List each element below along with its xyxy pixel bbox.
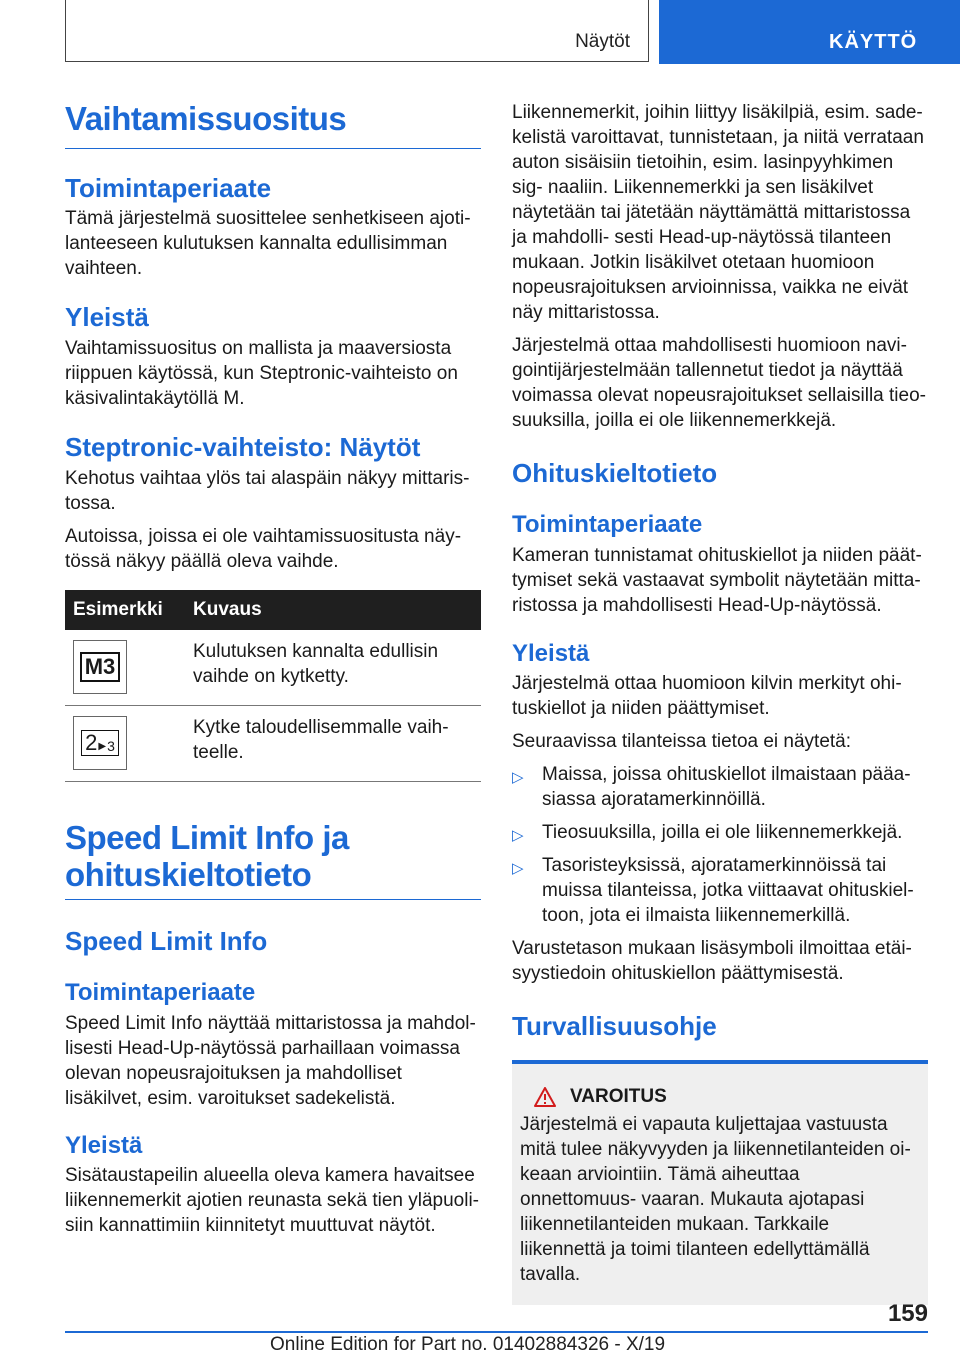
list-item: ▷ Tieosuuksilla, joilla ei ole liikennemerkkejä. bbox=[512, 820, 928, 845]
text-sli-continued-1: Liikennemerkit, joihin liittyy lisäkilpiä, esim. sade- kelistä varoittavat, tunnistetaan, ja niitä verrataan auton sisäisiin tietoihin, esim. lasinpyyhkimen sig- naaliin. Liikennemerkki ja sen lisäkilvet näytetään tai jätetään näyttämättä mittaristossa ja mahdolli- sesti Head-up-näytössä tilanteen mukaan. Jotkin lisäkilvet otetaan huomioon nopeusrajoituksen arvioinnissa, vaikka ne eivät näy mittaristossa. bbox=[512, 102, 924, 323]
text-overtaking-general-3: Varustetason mukaan lisäsymboli ilmoittaa etäi- syystiedoin ohituskiellon päättymisestä. bbox=[512, 938, 912, 984]
triangle-bullet-icon: ▷ bbox=[512, 860, 524, 877]
text-overtaking-principle: Kameran tunnistamat ohituskiellot ja niiden päät- tymiset sekä vastaavat symbolit näytetään mitta- ristossa ja mahdollisesti Head-Up-näytössä. bbox=[512, 545, 922, 616]
heading-overtaking-general: Yleistä bbox=[512, 640, 590, 667]
right-column bbox=[512, 100, 928, 1305]
triangle-bullet-icon: ▷ bbox=[512, 769, 524, 786]
heading-gear-recommendation: Vaihtamissuositus bbox=[65, 100, 481, 149]
heading-principle: Toimintaperiaate bbox=[65, 173, 272, 203]
warning-triangle-icon bbox=[534, 1087, 556, 1107]
table-header-description: Kuvaus bbox=[185, 590, 481, 630]
table-cell-description: Kulutuksen kannalta edullisin vaihde on kytketty. bbox=[185, 630, 481, 706]
text-overtaking-general-2: Seuraavissa tilanteissa tietoa ei näytetä: bbox=[512, 731, 852, 752]
warning-text: Järjestelmä ei vapauta kuljettajaa vastuusta mitä tulee näkyvyyden ja liikennetilanteiden oi- keaan arviointiin. Tämä aiheuttaa onnettomuus- vaaran. Mukauta ajotapasi liikennetilanteiden mukaan. Tarkkaile liikennettä ja toimi tilanteen edellyttämällä tavalla. bbox=[520, 1114, 911, 1285]
header-chapter-tab bbox=[659, 0, 960, 64]
warning-title-row bbox=[520, 1086, 918, 1108]
warning-title: VAROITUS bbox=[570, 1086, 667, 1107]
heading-overtaking-principle: Toimintaperiaate bbox=[512, 511, 703, 538]
text-sli-general: Sisätaustapeilin alueella oleva kamera havaitsee liikennemerkit ajotien reunasta sekä tien yläpuoli- siin kannattimiin kiinnitetyt muuttuvat näytöt. bbox=[65, 1165, 480, 1236]
table-header-example: Esimerkki bbox=[65, 590, 185, 630]
heading-general: Yleistä bbox=[65, 302, 149, 332]
heading-overtaking: Ohituskieltotieto bbox=[512, 458, 718, 488]
table-row bbox=[65, 706, 481, 782]
footer-edition: Online Edition for Part no. 01402884326 - X/19 bbox=[270, 1334, 666, 1355]
heading-sli-principle: Toimintaperiaate bbox=[65, 979, 256, 1006]
heading-sli-general: Yleistä bbox=[65, 1132, 143, 1159]
text-principle: Tämä järjestelmä suosittelee senhetkiseen ajoti- lanteeseen kulutuksen kannalta edullisimman vaihteen. bbox=[65, 208, 471, 279]
heading-speed-limit-info: Speed Limit Info ja ohituskieltotieto bbox=[65, 819, 481, 900]
shift-up-icon bbox=[73, 716, 127, 770]
text-general: Vaihtamissuositus on mallista ja maaversiosta riippuen käytössä, kun Steptronic-vaihteisto on käsivalintakäytöllä M. bbox=[65, 338, 458, 409]
heading-safety: Turvallisuusohje bbox=[512, 1011, 717, 1041]
shift-from-gear: 2 bbox=[85, 730, 98, 755]
warning-box bbox=[512, 1060, 928, 1305]
footer-divider bbox=[65, 1331, 928, 1333]
shift-to-gear: 3 bbox=[107, 738, 115, 754]
table-cell-description: Kytke taloudellisemmalle vaih- teelle. bbox=[185, 706, 481, 782]
heading-sli: Speed Limit Info bbox=[65, 926, 268, 956]
table-cell-example bbox=[65, 706, 185, 782]
gear-m3-icon bbox=[73, 640, 127, 694]
left-column bbox=[65, 100, 481, 1238]
triangle-bullet-icon: ▷ bbox=[512, 827, 524, 844]
gear-display-table bbox=[65, 590, 481, 782]
heading-steptronic: Steptronic-vaihteisto: Näytöt bbox=[65, 432, 421, 462]
header-section-title: Näytöt bbox=[575, 31, 630, 52]
table-row bbox=[65, 630, 481, 706]
table-cell-example bbox=[65, 630, 185, 706]
text-sli-principle: Speed Limit Info näyttää mittaristossa ja mahdol- lisesti Head-Up-näytössä parhaillaan voimassa olevan nopeusrajoituksen ja mahdolliset lisäkilvet, esim. varoitukset sadekelistä. bbox=[65, 1013, 476, 1109]
text-overtaking-general-1: Järjestelmä ottaa huomioon kilvin merkityt ohi- tuskiellot ja niiden päättymiset. bbox=[512, 673, 902, 719]
page-number: 159 bbox=[887, 1300, 928, 1327]
list-item: ▷ Tasoristeyksissä, ajoratamerkinnöissä tai muissa tilanteissa, jotka viittaavat ohituskiel- toon, jota ei ilmaista liikennemerkillä. bbox=[512, 855, 914, 926]
shift-arrow-icon: ▶ bbox=[98, 741, 107, 752]
text-steptronic-2: Autoissa, joissa ei ole vaihtamissuositusta näy- tössä näkyy päällä oleva vaihde. bbox=[65, 526, 462, 572]
exception-list bbox=[512, 762, 928, 928]
header-section-box bbox=[65, 0, 649, 62]
header-chapter-title: KÄYTTÖ bbox=[829, 31, 918, 53]
gear-m3-label: M3 bbox=[80, 652, 121, 682]
list-item: ▷ Maissa, joissa ohituskiellot ilmaistaan pääa- siassa ajoratamerkinnöillä. bbox=[512, 764, 911, 810]
text-sli-continued-2: Järjestelmä ottaa mahdollisesti huomioon navi- gointijärjestelmään tallennetut tiedot ja näyttää voimassa olevat nopeusrajoitukset sellaisilla tieo- suuksilla, joilla ei ole liikennemerkkejä. bbox=[512, 335, 926, 431]
text-steptronic-1: Kehotus vaihtaa ylös tai alaspäin näkyy mittaris- tossa. bbox=[65, 468, 470, 514]
